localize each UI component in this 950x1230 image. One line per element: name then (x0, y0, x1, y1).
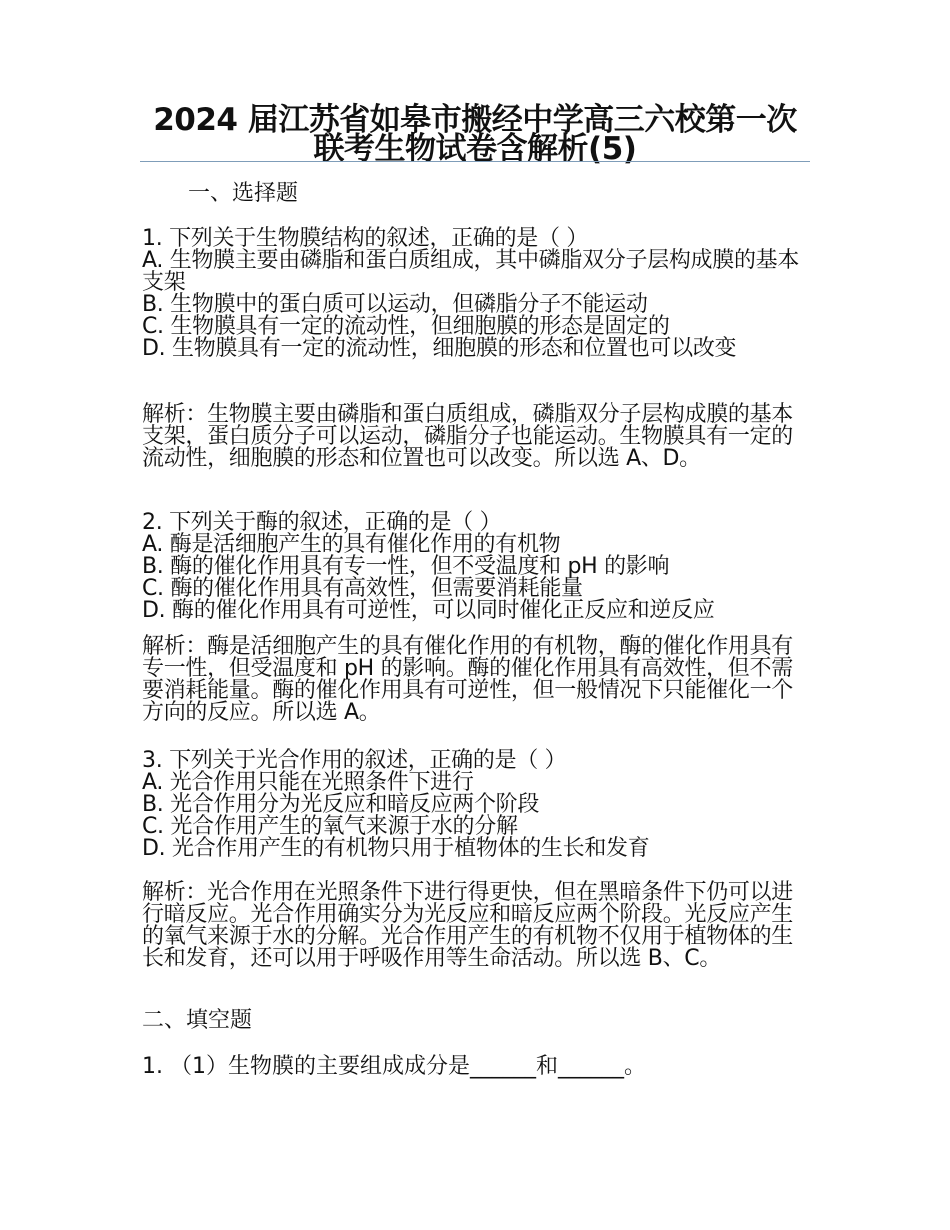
option-c: C. 生物膜具有一定的流动性，但细胞膜的形态是固定的 (142, 314, 670, 339)
analysis-text: 解析：光合作用在光照条件下进行得更快，但在黑暗条件下仍可以进行暗反应。光合作用确实分为光反应和暗反应两个阶段。光反应产生的氧气来源于水的分解。光合作用产生的有机物不仅用于植物体的生长和发育，还可以用于呼吸作用等生命活动。所以选 B、C。 (142, 880, 794, 971)
question-1 (142, 228, 812, 360)
analysis-2 (142, 636, 812, 724)
question-stem: 2. 下列关于酶的叙述，正确的是（ ） (142, 510, 502, 535)
option-a: A. 酶是活细胞产生的具有催化作用的有机物 (142, 532, 561, 557)
option-b: B. 酶的催化作用具有专一性，但不受温度和 pH 的影响 (142, 554, 670, 579)
section-heading-fill-in: 二、填空题 (142, 1008, 253, 1033)
question-3 (142, 750, 812, 860)
fill-question-1: 1. （1）生物膜的主要组成成分是______和______。 (142, 1054, 646, 1079)
question-stem: 3. 下列关于光合作用的叙述，正确的是（ ） (142, 748, 567, 773)
analysis-1 (142, 404, 812, 470)
option-d: D. 光合作用产生的有机物只用于植物体的生长和发育 (142, 836, 650, 861)
question-stem: 1. 下列关于生物膜结构的叙述，正确的是（ ） (142, 226, 589, 251)
option-b: B. 生物膜中的蛋白质可以运动，但磷脂分子不能运动 (142, 292, 648, 317)
option-d: D. 酶的催化作用具有可逆性，可以同时催化正反应和逆反应 (142, 598, 715, 623)
analysis-3 (142, 882, 812, 970)
option-a: A. 生物膜主要由磷脂和蛋白质组成，其中磷脂双分子层构成膜的基本支架 (142, 248, 800, 295)
analysis-text: 解析：生物膜主要由磷脂和蛋白质组成，磷脂双分子层构成膜的基本支架，蛋白质分子可以运动，磷脂分子也能运动。生物膜具有一定的流动性，细胞膜的形态和位置也可以改变。所以选 A、D。 (142, 402, 794, 471)
option-b: B. 光合作用分为光反应和暗反应两个阶段 (142, 792, 540, 817)
analysis-text: 解析：酶是活细胞产生的具有催化作用的有机物，酶的催化作用具有专一性，但受温度和 pH 的影响。酶的催化作用具有高效性，但不需要消耗能量。酶的催化作用具有可逆性，但一般情况下只能催化一个方向的反应。所以选 A。 (142, 634, 794, 725)
section-heading-multiple-choice: 一、选择题 (188, 181, 299, 206)
title-divider (140, 161, 810, 162)
option-c: C. 酶的催化作用具有高效性，但需要消耗能量 (142, 576, 583, 601)
option-c: C. 光合作用产生的氧气来源于水的分解 (142, 814, 518, 839)
document-title: 2024 届江苏省如皋市搬经中学高三六校第一次联考生物试卷含解析(5) (153, 102, 797, 167)
option-a: A. 光合作用只能在光照条件下进行 (142, 770, 474, 795)
question-2 (142, 512, 812, 622)
option-d: D. 生物膜具有一定的流动性，细胞膜的形态和位置也可以改变 (142, 336, 737, 361)
